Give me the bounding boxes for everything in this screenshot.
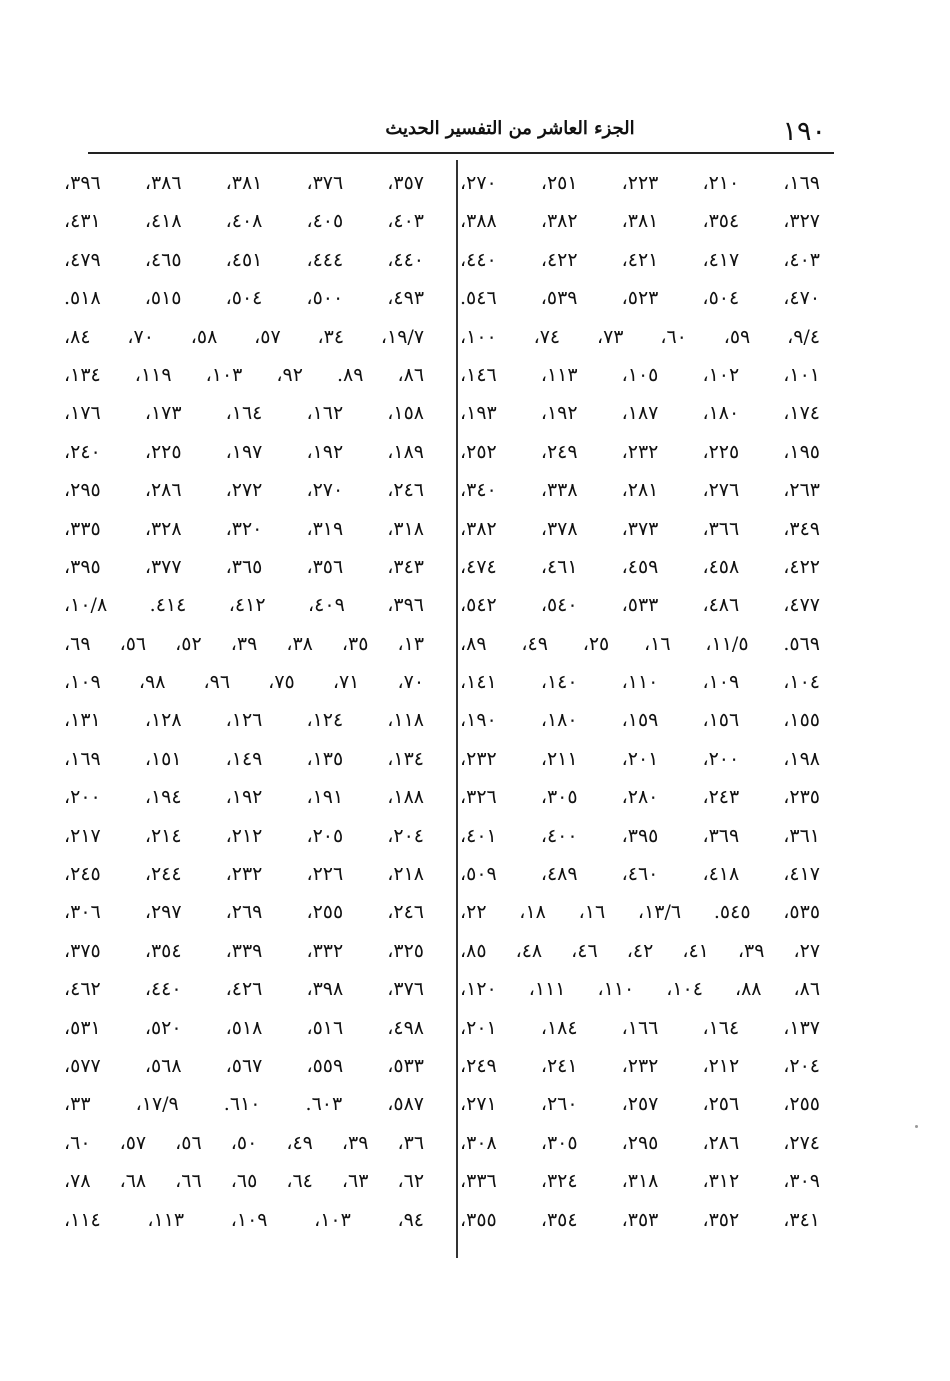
index-line: ٢٧، ٣٩، ٤١، ٤٢، ٤٦، ٤٨، ٨٥،: [460, 939, 821, 962]
index-line: ٢٤٦، ٢٧٠، ٢٧٢، ٢٨٦، ٢٩٥،: [64, 479, 425, 502]
index-line: ١٠١، ١٠٢، ١٠٥، ١١٣، ١٤٦،: [460, 363, 821, 386]
index-line: ٢٣٥، ٢٤٣، ٢٨٠، ٣٠٥، ٣٢٦،: [460, 786, 821, 809]
index-line: ١٥٥، ١٥٦، ١٥٩، ١٨٠، ١٩٠،: [460, 709, 821, 732]
index-line: ٣٦١، ٣٦٩، ٣٩٥، ٤٠٠، ٤٠١،: [460, 824, 821, 847]
index-line: ٣٧٦، ٣٩٨، ٤٢٦، ٤٤٠، ٤٦٢،: [64, 978, 425, 1001]
column-divider: [456, 160, 458, 1258]
index-line: ٤١٧، ٤١٨، ٤٦٠، ٤٨٩، ٥٠٩،: [460, 863, 821, 886]
index-line: ٤٧٧، ٤٨٦، ٥٣٣، ٥٤٠، ٥٤٢،: [460, 594, 821, 617]
index-line: ٣٤٩، ٣٦٦، ٣٧٣، ٣٧٨، ٣٨٢،: [460, 517, 821, 540]
index-line: ٥٣٣، ٥٥٩، ٥٦٧، ٥٦٨، ٥٧٧،: [64, 1054, 425, 1077]
index-line: ٣٤٣، ٣٥٦، ٣٦٥، ٣٧٧، ٣٩٥،: [64, 555, 425, 578]
index-line: ٢٠٤، ٢١٢، ٢٣٢، ٢٤١، ٢٤٩،: [460, 1054, 821, 1077]
index-line: ١٩٨، ٢٠٠، ٢٠١، ٢١١، ٢٣٢،: [460, 747, 821, 770]
index-line: ٢٦٣، ٢٧٦، ٢٨١، ٣٣٨، ٣٤٠،: [460, 479, 821, 502]
index-line: ٣٦، ٣٩، ٤٩، ٥٠، ٥٦، ٥٧، ٦٠،: [64, 1131, 425, 1154]
index-line: ١٥٨، ١٦٢، ١٦٤، ١٧٣، ١٧٦،: [64, 402, 425, 425]
page-header: [90, 116, 834, 154]
index-line: ٢١٨، ٢٢٦، ٢٣٢، ٢٤٤، ٢٤٥،: [64, 863, 425, 886]
index-line: ٣٤١، ٣٥٢، ٣٥٣، ٣٥٤، ٣٥٥،: [460, 1208, 821, 1231]
index-line: ١٨٨، ١٩١، ١٩٢، ١٩٤، ٢٠٠،: [64, 786, 425, 809]
index-line: ١٩/٧، ٣٤، ٥٧، ٥٨، ٧٠، ٨٤،: [64, 325, 425, 348]
index-line: ٧٠، ٧١، ٧٥، ٩٦، ٩٨، ١٠٩،: [64, 671, 425, 694]
index-line: ٩/٤، ٥٩، ٦٠، ٧٣، ٧٤، ١٠٠،: [460, 325, 821, 348]
index-line: ٣٢٥، ٣٣٢، ٣٣٩، ٣٥٤، ٣٧٥،: [64, 939, 425, 962]
index-line: ٣٥٧، ٣٧٦، ٣٨١، ٣٨٦، ٣٩٦،: [64, 172, 425, 194]
index-line: ١٣٧، ١٦٤، ١٦٦، ١٨٤، ٢٠١،: [460, 1016, 821, 1039]
index-line: ٤٩٣، ٥٠٠، ٥٠٤، ٥١٥، ٥١٨.: [64, 287, 425, 310]
index-line: ٢٧٤، ٢٨٦، ٢٩٥، ٣٠٥، ٣٠٨،: [460, 1131, 821, 1154]
index-line: ٥٦٩. ١١/٥، ١٦، ٢٥، ٤٩، ٨٩،: [460, 632, 820, 655]
index-line: ١٨٩، ١٩٢، ١٩٧، ٢٢٥، ٢٤٠،: [64, 440, 425, 463]
index-line: ٤٠٣، ٤٠٥، ٤٠٨، ٤١٨، ٤٣١،: [64, 210, 425, 233]
index-line: ١٧٤، ١٨٠، ١٨٧، ١٩٢، ١٩٣،: [460, 402, 821, 425]
index-line: ١٠٤، ١٠٩، ١١٠، ١٤٠، ١٤١،: [460, 671, 821, 694]
index-line: ٣٩٦، ٤٠٩، ٤١٢، ٤١٤. ١٠/٨،: [64, 594, 425, 617]
index-line: ١٣٤، ١٣٥، ١٤٩، ١٥١، ١٦٩،: [64, 747, 425, 770]
margin-dot: [915, 1125, 918, 1128]
index-line: ١٣، ٣٥، ٣٨، ٣٩، ٥٢، ٥٦، ٦٩،: [64, 632, 425, 655]
index-line: ٤٤٠، ٤٤٤، ٤٥١، ٤٦٥، ٤٧٩،: [64, 248, 425, 271]
index-line: ١١٨، ١٢٤، ١٢٦، ١٢٨، ١٣١،: [64, 709, 425, 732]
index-column-right: [460, 164, 820, 1239]
index-line: ١٩٥، ٢٢٥، ٢٣٢، ٢٤٩، ٢٥٢،: [460, 440, 821, 463]
index-line: ٦٢، ٦٣، ٦٤، ٦٥، ٦٦، ٦٨، ٧٨،: [64, 1170, 425, 1193]
index-line: ٣٢٧، ٣٥٤، ٣٨١، ٣٨٢، ٣٨٨،: [460, 210, 821, 233]
index-line: ٤٢٢، ٤٥٨، ٤٥٩، ٤٦١، ٤٧٤،: [460, 555, 821, 578]
index-line: ١٦٩، ٢١٠، ٢٢٣، ٢٥١، ٢٧٠،: [460, 172, 821, 194]
index-line: ٤٠٣، ٤١٧، ٤٢١، ٤٢٢، ٤٤٠،: [460, 248, 821, 271]
index-line: ٣١٨، ٣١٩، ٣٢٠، ٣٢٨، ٣٣٥،: [64, 517, 425, 540]
running-title: الجزء العاشر من التفسير الحديث: [385, 118, 635, 139]
index-line: ٢٠٤، ٢٠٥، ٢١٢، ٢١٤، ٢١٧،: [64, 824, 425, 847]
index-line: ٢٤٦، ٢٥٥، ٢٦٩، ٢٩٧، ٣٠٦،: [64, 901, 425, 924]
page-number: ١٩٠: [782, 116, 826, 147]
index-line: ٥٣٥، ٥٤٥. ١٣/٦، ١٦، ١٨، ٢٢،: [460, 901, 821, 924]
index-line: ٤٩٨، ٥١٦، ٥١٨، ٥٢٠، ٥٣١،: [64, 1016, 425, 1039]
index-line: ٨٦، ٨٩. ٩٢، ١٠٣، ١١٩، ١٣٤،: [64, 363, 425, 386]
index-line: ٢٥٥، ٢٥٦، ٢٥٧، ٢٦٠، ٢٧١،: [460, 1093, 821, 1116]
index-line: ٣٠٩، ٣١٢، ٣١٨، ٣٢٤، ٣٣٦،: [460, 1170, 821, 1193]
index-line: ٤٧٠، ٥٠٤، ٥٢٣، ٥٣٩، ٥٤٦.: [460, 287, 821, 310]
header-rule: [88, 152, 834, 154]
index-line: ٥٨٧، ٦٠٣. ٦١٠. ١٧/٩، ٣٣،: [64, 1093, 424, 1116]
index-line: ٩٤، ١٠٣، ١٠٩، ١١٣، ١١٤،: [64, 1208, 424, 1231]
index-column-left: [64, 164, 424, 1239]
index-line: ٨٦، ٨٨، ١٠٤، ١١٠، ١١١، ١٢٠،: [460, 978, 821, 1001]
